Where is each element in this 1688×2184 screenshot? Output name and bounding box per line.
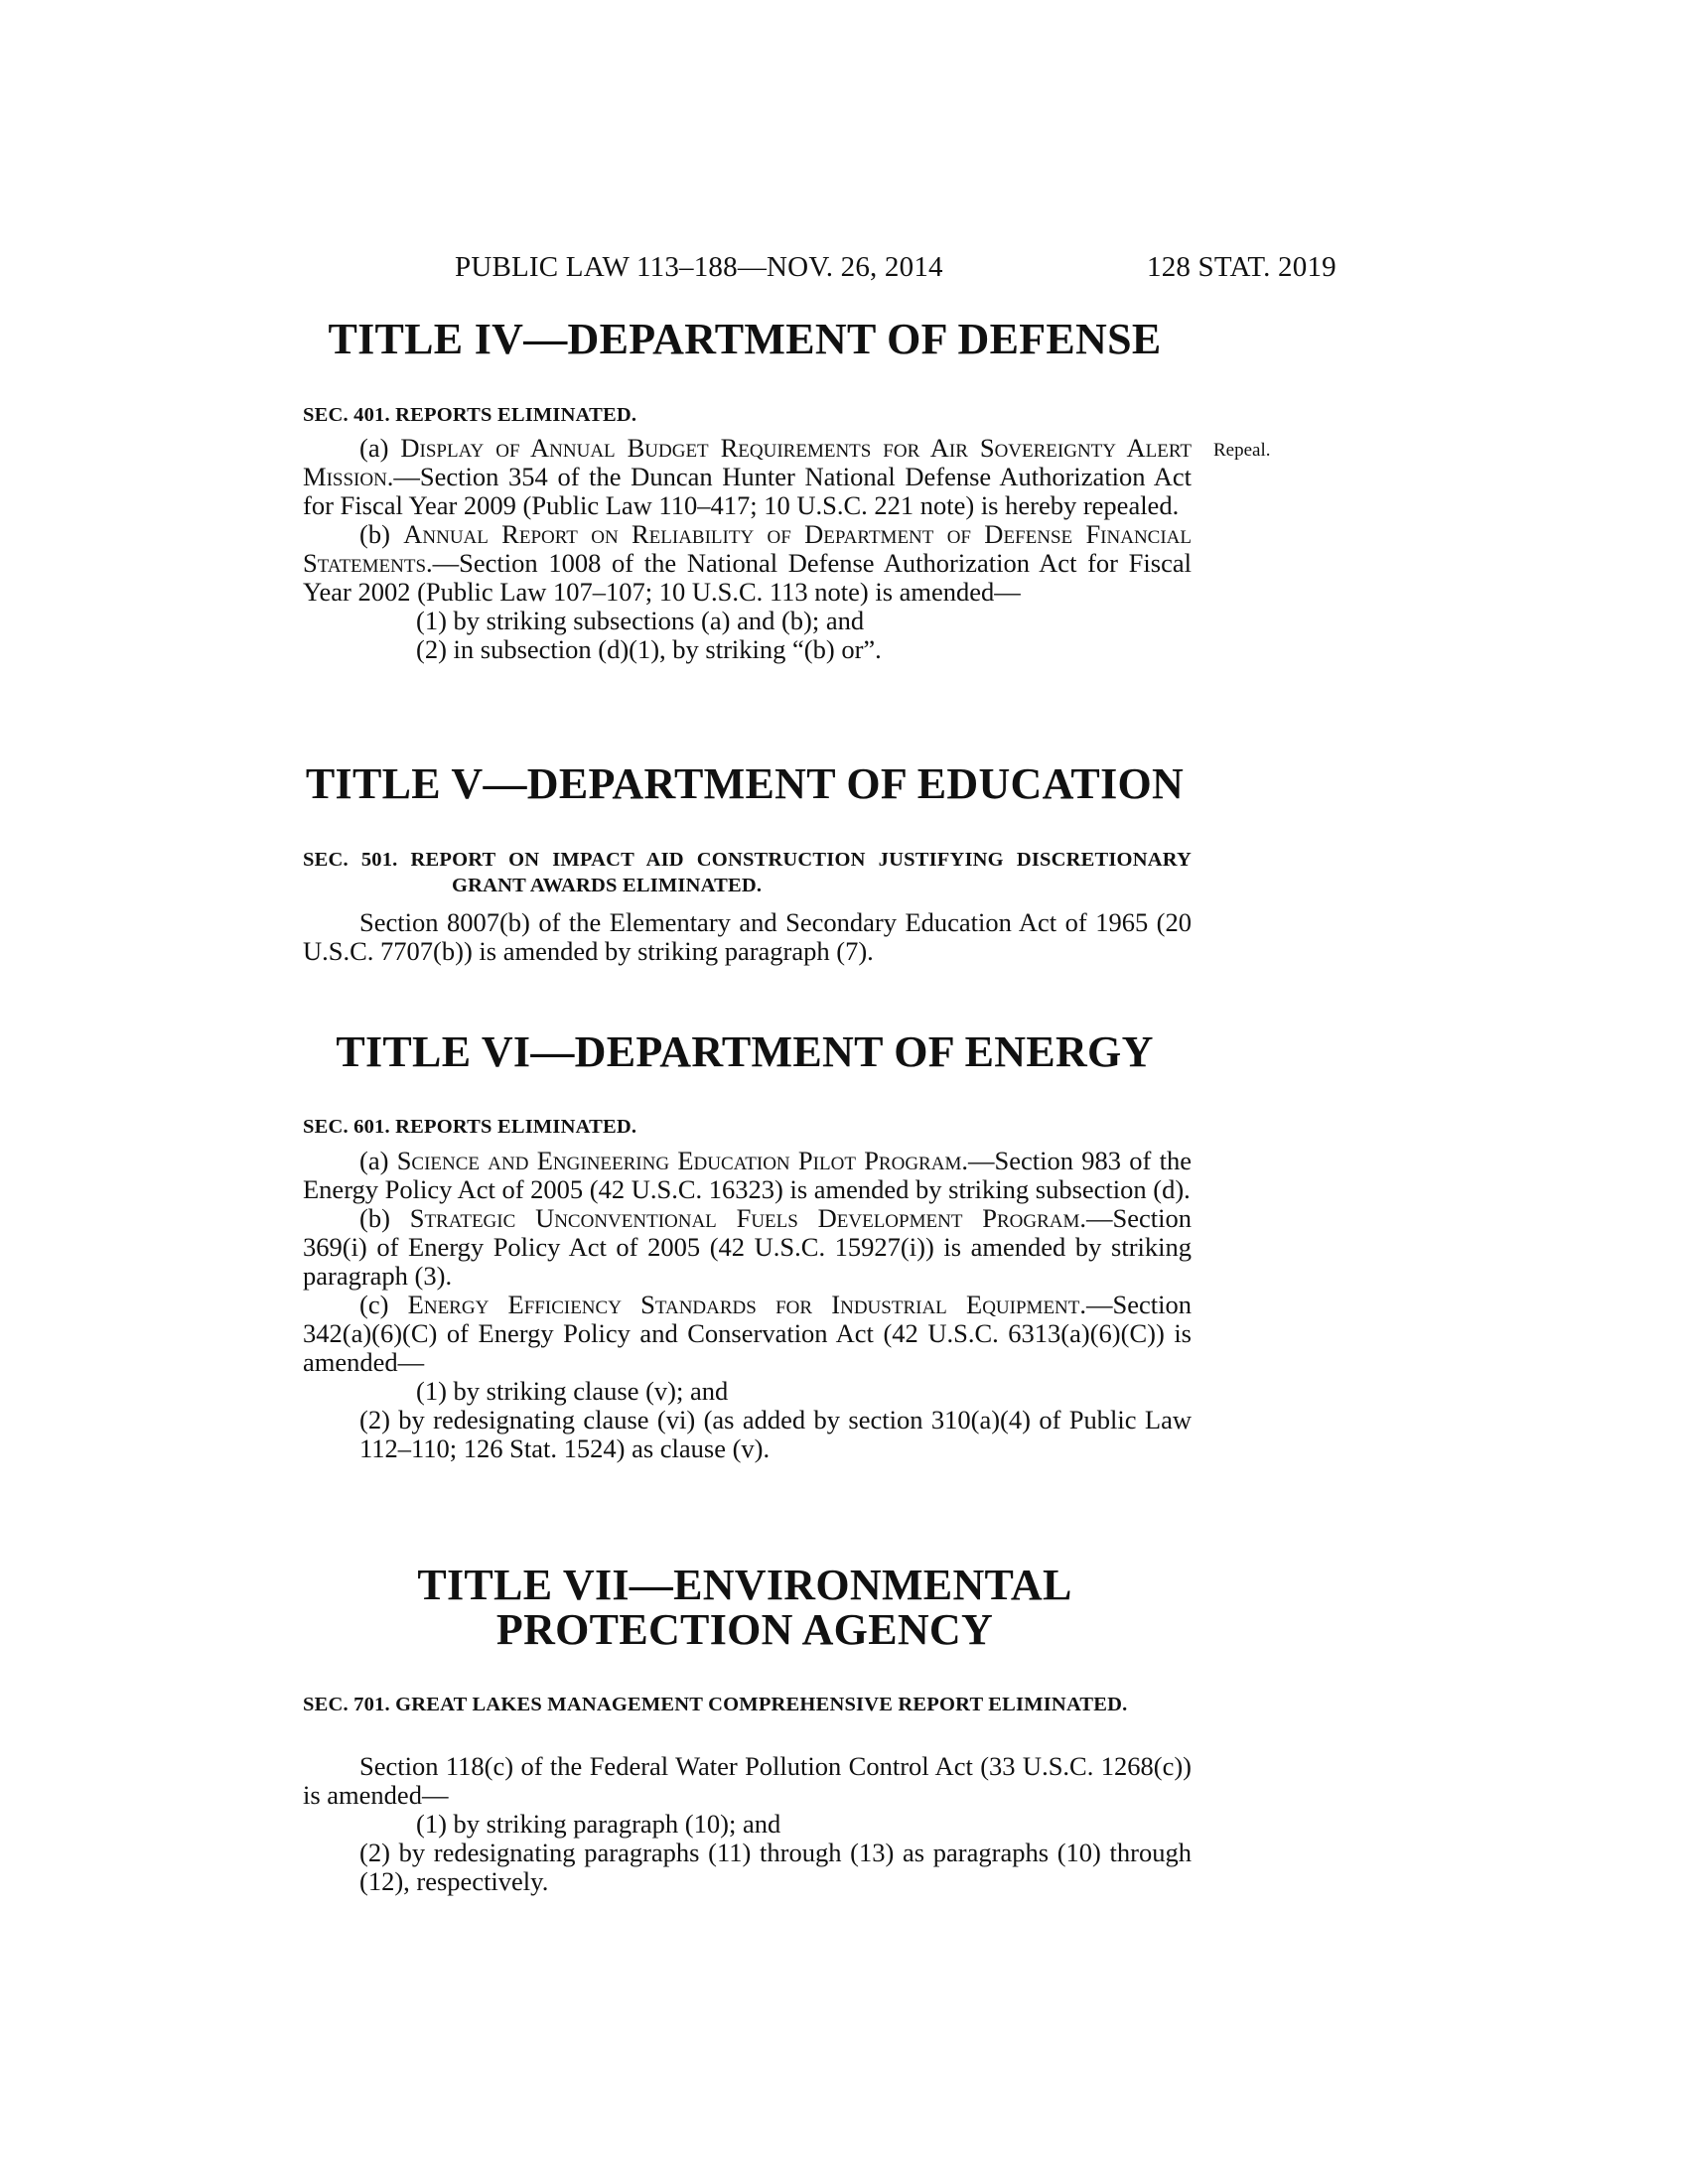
sec-601-para-b	[303, 1204, 1192, 1291]
sec-401-para-b	[303, 520, 1192, 607]
sec-601-body	[303, 1147, 1192, 1463]
sec-701-clause-1: (1) by striking paragraph (10); and	[416, 1809, 781, 1839]
sec-401-clause-2: (2) in subsection (d)(1), by striking “(b) or”.	[416, 634, 882, 664]
sec-701-text: Section 118(c) of the Federal Water Pollution Control Act (33 U.S.C. 1268(c)) is amended—	[303, 1751, 1192, 1810]
sec-701-heading: SEC. 701. GREAT LAKES MANAGEMENT COMPREHENSIVE REPORT ELIMINATED.	[303, 1694, 1128, 1715]
title-iv-heading: TITLE IV—DEPARTMENT OF DEFENSE	[328, 315, 1162, 363]
running-header-law: PUBLIC LAW 113–188—NOV. 26, 2014	[455, 251, 943, 283]
para-caption: Display of Annual Budget Requirements for Air Sovereignty Alert Mission.	[303, 433, 1192, 491]
sec-401-clause-1: (1) by striking subsections (a) and (b); and	[416, 606, 865, 635]
para-label: (b)	[359, 519, 404, 549]
sec-501-body	[303, 908, 1192, 966]
para-caption: Energy Efficiency Standards for Industrial Equipment.	[407, 1290, 1087, 1319]
running-header-stat: 128 STAT. 2019	[1147, 251, 1336, 283]
title-vii-heading-line-1: TITLE VII—ENVIRONMENTAL	[417, 1561, 1072, 1609]
para-text: —Section 1008 of the National Defense Authorization Act for Fiscal Year 2002 (Public Law 107–107; 10 U.S.C. 113 note) is amended—	[303, 548, 1192, 607]
para-caption: Strategic Unconventional Fuels Development Program.	[409, 1203, 1086, 1233]
sec-501-text: Section 8007(b) of the Elementary and Secondary Education Act of 1965 (20 U.S.C. 7707(b)) is amended by striking paragraph (7).	[303, 907, 1192, 966]
sec-401-body	[303, 434, 1192, 664]
sec-701-clause-2: (2) by redesignating paragraphs (11) through (13) as paragraphs (10) through (12), respectively.	[359, 1838, 1192, 1896]
para-label: (b)	[359, 1203, 410, 1233]
sec-501-heading: SEC. 501. REPORT ON IMPACT AID CONSTRUCTION JUSTIFYING DISCRETIONARY GRANT AWARDS ELIMINATED.	[303, 849, 1192, 896]
sec-401-para-a	[303, 434, 1192, 520]
sec-601-clause-1: (1) by striking clause (v); and	[416, 1376, 729, 1406]
sec-601-clause-2: (2) by redesignating clause (vi) (as added by section 310(a)(4) of Public Law 112–110; 126 Stat. 1524) as clause (v).	[359, 1405, 1192, 1463]
para-caption: Science and Engineering Education Pilot Program.	[396, 1146, 968, 1175]
para-label: (a)	[359, 433, 401, 463]
para-label: (c)	[359, 1290, 408, 1319]
sec-601-para-a	[303, 1147, 1192, 1204]
title-vii-heading-line-2: PROTECTION AGENCY	[495, 1605, 994, 1654]
para-text: —Section 369(i) of Energy Policy Act of 2005 (42 U.S.C. 15927(i)) is amended by striking paragraph (3).	[303, 1203, 1192, 1291]
title-vi-heading: TITLE VI—DEPARTMENT OF ENERGY	[336, 1027, 1154, 1076]
margin-note-repeal: Repeal.	[1213, 440, 1271, 461]
para-text: —Section 342(a)(6)(C) of Energy Policy and Conservation Act (42 U.S.C. 6313(a)(6)(C)) is amended—	[303, 1290, 1193, 1377]
sec-701-body	[303, 1752, 1192, 1896]
sec-601-heading: SEC. 601. REPORTS ELIMINATED.	[303, 1116, 637, 1138]
sec-401-heading: SEC. 401. REPORTS ELIMINATED.	[303, 404, 637, 426]
para-text: —Section 354 of the Duncan Hunter National Defense Authorization Act for Fiscal Year 2009 (Public Law 110–417; 10 U.S.C. 221 note) is hereby repealed.	[303, 462, 1192, 520]
para-label: (a)	[359, 1146, 397, 1175]
para-caption: Annual Report on Reliability of Department of Defense Financial Statements.	[303, 519, 1192, 578]
sec-601-para-c	[303, 1291, 1192, 1377]
title-v-heading: TITLE V—DEPARTMENT OF EDUCATION	[305, 759, 1185, 808]
para-text: —Section 983 of the Energy Policy Act of 2005 (42 U.S.C. 16323) is amended by striking subsection (d).	[303, 1146, 1192, 1204]
